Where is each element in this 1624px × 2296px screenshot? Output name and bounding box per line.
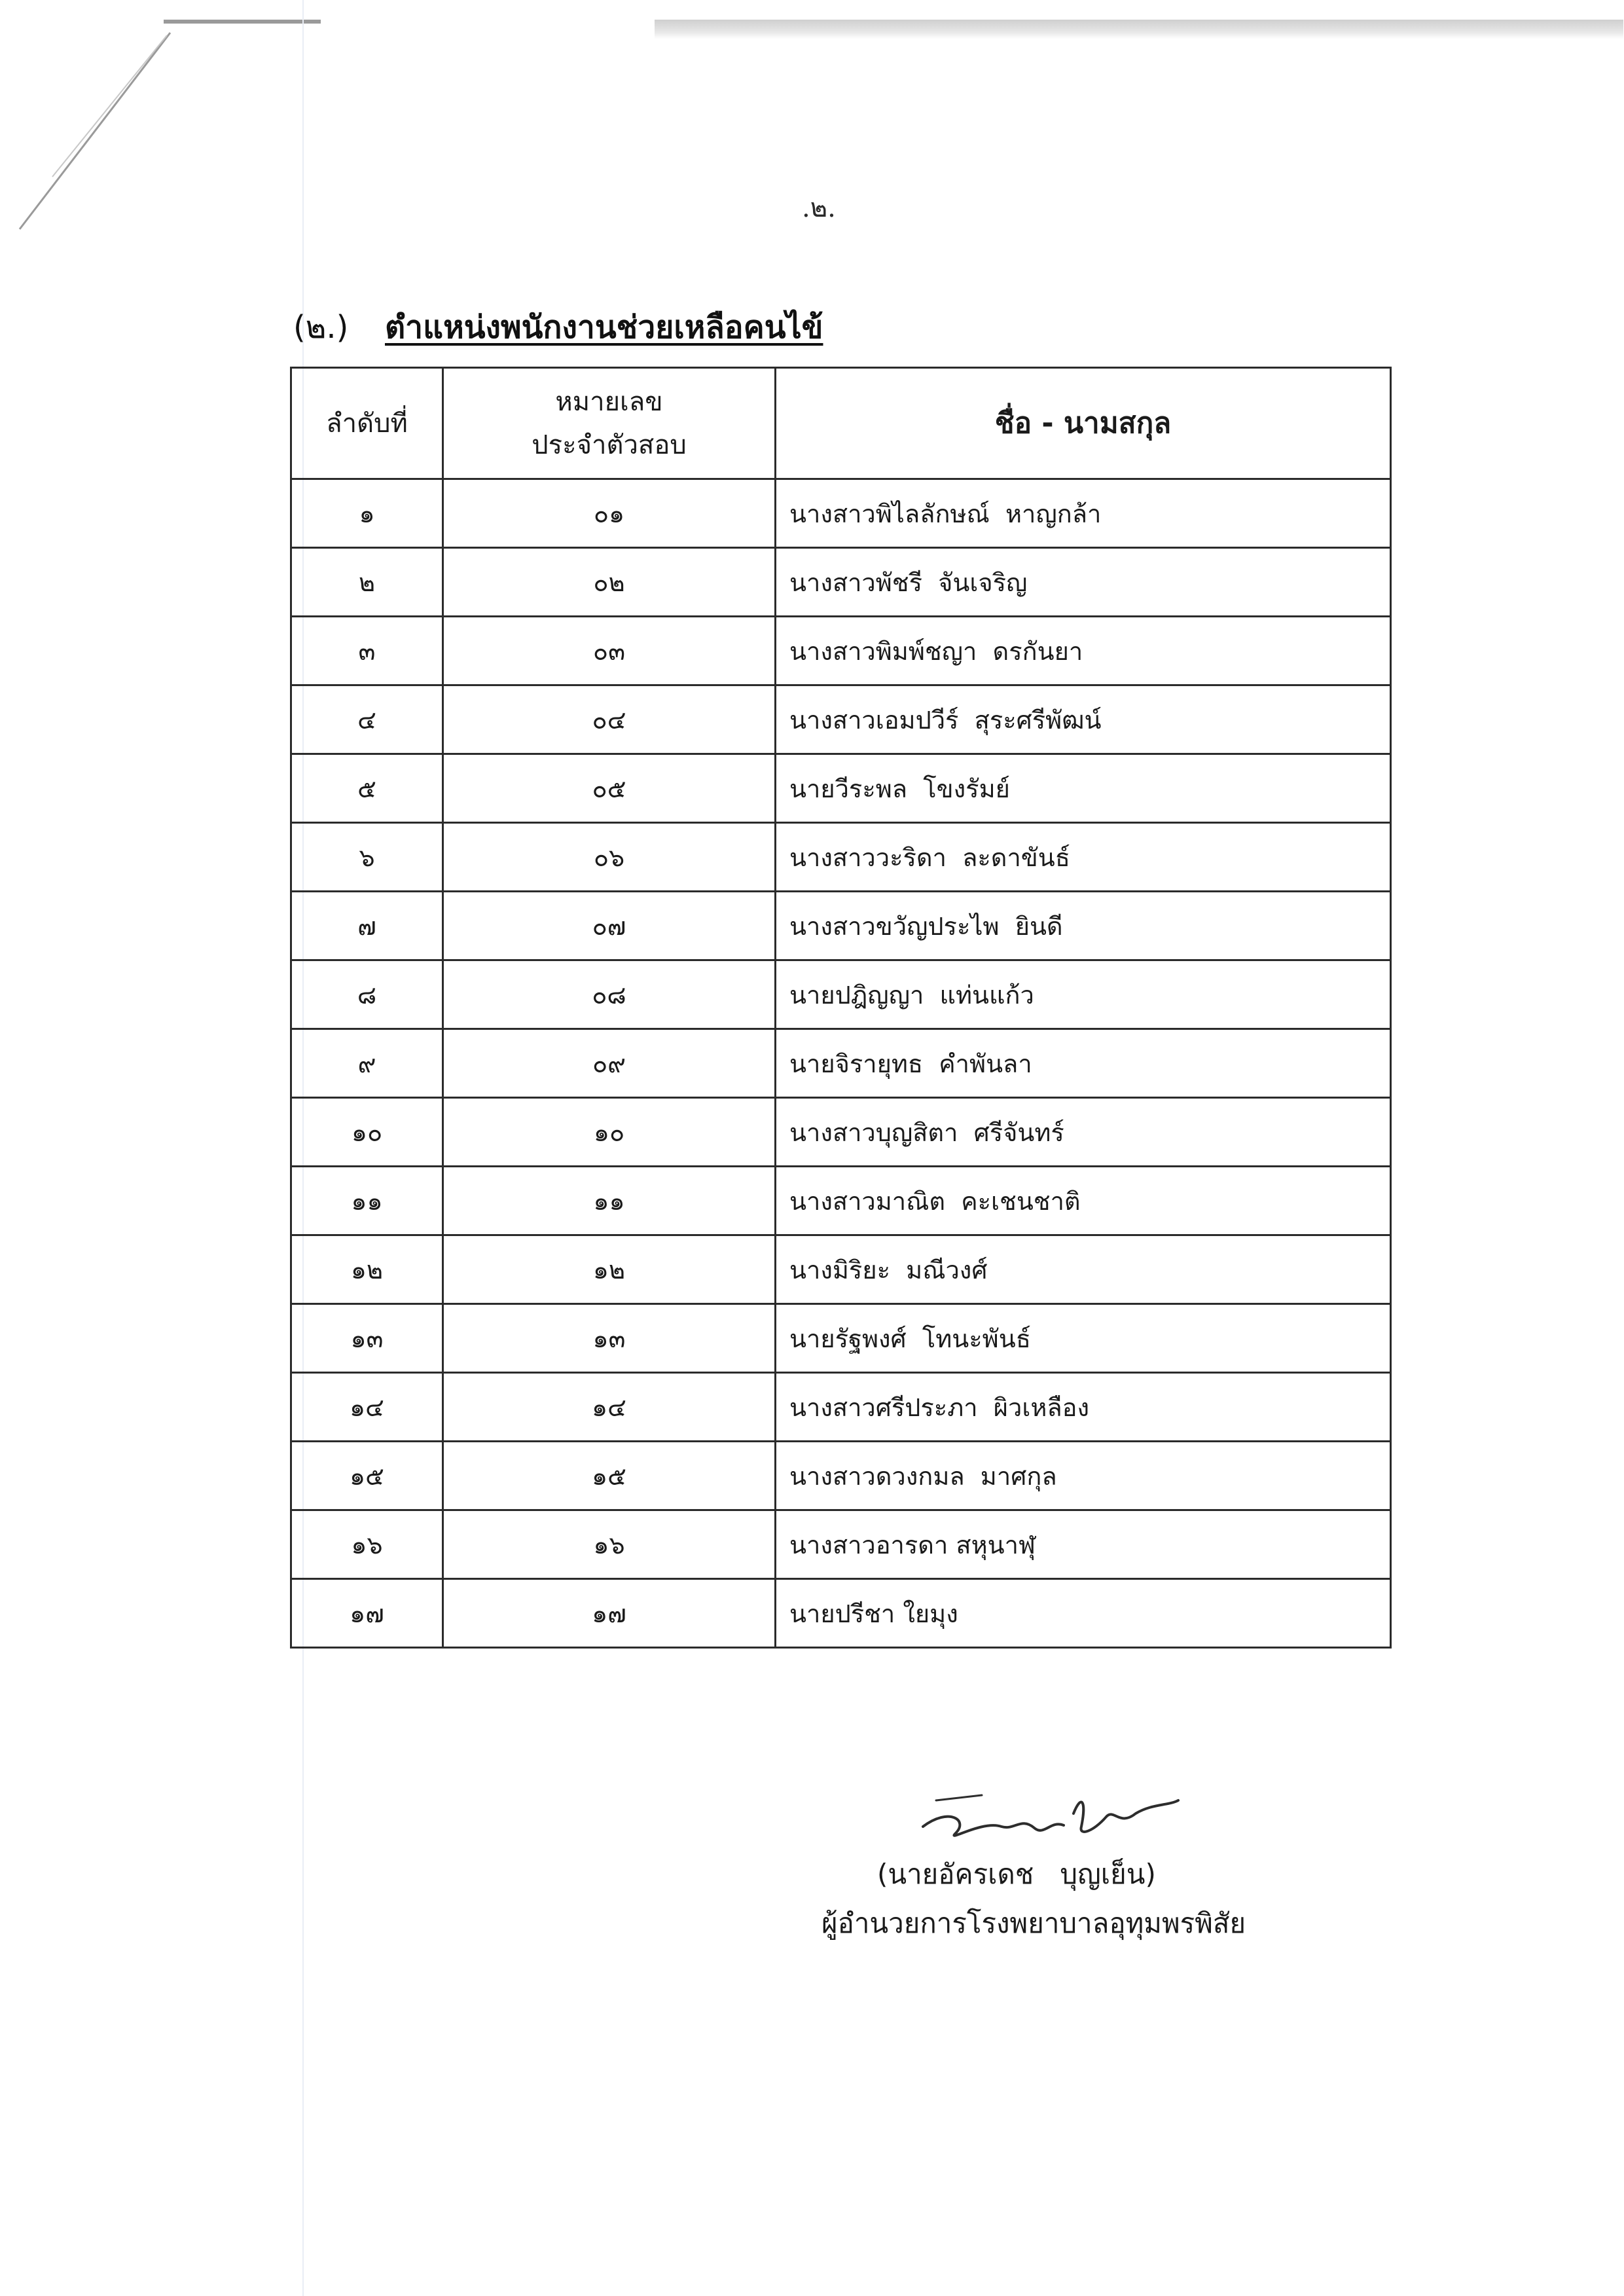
cell-exam-id: ๑๔: [443, 1373, 776, 1442]
cell-exam-id: ๐๙: [443, 1029, 776, 1098]
cell-exam-id: ๑๓: [443, 1304, 776, 1373]
header-exam-id-line1: หมายเลข: [555, 386, 663, 417]
candidate-table: [290, 367, 1392, 1649]
cell-name: นายปฎิญญา แท่นแก้ว: [776, 960, 1391, 1029]
table-row: [291, 685, 1391, 754]
table-body: [291, 479, 1391, 1648]
section-number: (๒.): [293, 309, 349, 346]
page-number: .๒.: [802, 193, 836, 223]
cell-name: นางสาวมาณิต คะเชนชาติ: [776, 1167, 1391, 1235]
table-row: [291, 1167, 1391, 1235]
cell-seq: ๑: [291, 479, 443, 548]
cell-name: นายจิรายุทธ คำพันลา: [776, 1029, 1391, 1098]
cell-exam-id: ๐๓: [443, 617, 776, 685]
signer-title: ผู้อำนวยการโรงพยาบาลอุทุมพรพิสัย: [821, 1907, 1246, 1939]
table-row: [291, 1442, 1391, 1510]
cell-exam-id: ๐๕: [443, 754, 776, 823]
cell-seq: ๔: [291, 685, 443, 754]
handwritten-signature: [910, 1781, 1185, 1853]
cell-exam-id: ๑๗: [443, 1579, 776, 1648]
table-row: [291, 617, 1391, 685]
cell-exam-id: ๐๔: [443, 685, 776, 754]
cell-seq: ๑๔: [291, 1373, 443, 1442]
header-seq: ลำดับที่: [291, 368, 443, 479]
cell-name: นายวีระพล โขงรัมย์: [776, 754, 1391, 823]
cell-exam-id: ๐๗: [443, 892, 776, 960]
cell-name: นางสาวพิไลลักษณ์ หาญกล้า: [776, 479, 1391, 548]
cell-name: นางสาวบุญสิตา ศรีจันทร์: [776, 1098, 1391, 1167]
table-header-row: [291, 368, 1391, 479]
signature-block: [805, 1781, 1263, 1977]
cell-name: นางสาวเอมปวีร์ สุระศรีพัฒน์: [776, 685, 1391, 754]
table-row: [291, 754, 1391, 823]
table-row: [291, 1510, 1391, 1579]
cell-name: นางสาวพิมพ์ชญา ดรกันยา: [776, 617, 1391, 685]
signer-name: (นายอัครเดช บุญเย็น): [877, 1858, 1156, 1890]
cell-name: นางสาวดวงกมล มาศกุล: [776, 1442, 1391, 1510]
header-name: ชื่อ - นามสกุล: [776, 368, 1391, 479]
folded-corner-mark: [13, 26, 183, 236]
cell-name: นางสาวขวัญประไพ ยินดี: [776, 892, 1391, 960]
cell-seq: ๒: [291, 548, 443, 617]
table-row: [291, 1304, 1391, 1373]
cell-seq: ๑๐: [291, 1098, 443, 1167]
cell-exam-id: ๐๖: [443, 823, 776, 892]
cell-seq: ๑๑: [291, 1167, 443, 1235]
cell-seq: ๙: [291, 1029, 443, 1098]
cell-name: นายปรีชา ใยมุง: [776, 1579, 1391, 1648]
cell-exam-id: ๑๑: [443, 1167, 776, 1235]
table-row: [291, 1235, 1391, 1304]
cell-name: นางสาวพัชรี จันเจริญ: [776, 548, 1391, 617]
cell-exam-id: ๑๖: [443, 1510, 776, 1579]
cell-seq: ๗: [291, 892, 443, 960]
table-row: [291, 823, 1391, 892]
table-row: [291, 892, 1391, 960]
cell-exam-id: ๑๒: [443, 1235, 776, 1304]
cell-name: นายรัฐพงศ์ โทนะพันธ์: [776, 1304, 1391, 1373]
cell-name: นางสาววะริดา ละดาขันธ์: [776, 823, 1391, 892]
table-row: [291, 1098, 1391, 1167]
candidate-table-container: [290, 367, 1390, 1649]
cell-seq: ๕: [291, 754, 443, 823]
header-exam-id: [443, 368, 776, 479]
cell-seq: ๓: [291, 617, 443, 685]
header-exam-id-line2: ประจำตัวสอบ: [532, 429, 687, 460]
cell-exam-id: ๐๑: [443, 479, 776, 548]
section-title: ตำแหน่งพนักงานช่วยเหลือคนไข้: [385, 309, 823, 346]
table-row: [291, 479, 1391, 548]
cell-name: นางสาวอารดา สหุนาฬุ: [776, 1510, 1391, 1579]
cell-seq: ๑๓: [291, 1304, 443, 1373]
cell-exam-id: ๐๒: [443, 548, 776, 617]
cell-name: นางสาวศรีประภา ผิวเหลือง: [776, 1373, 1391, 1442]
cell-name: นางมิริยะ มณีวงศ์: [776, 1235, 1391, 1304]
cell-seq: ๑๕: [291, 1442, 443, 1510]
section-heading: [293, 302, 823, 352]
table-row: [291, 1579, 1391, 1648]
cell-exam-id: ๐๘: [443, 960, 776, 1029]
cell-seq: ๑๖: [291, 1510, 443, 1579]
cell-seq: ๖: [291, 823, 443, 892]
cell-exam-id: ๑๕: [443, 1442, 776, 1510]
cell-exam-id: ๑๐: [443, 1098, 776, 1167]
cell-seq: ๑๒: [291, 1235, 443, 1304]
cell-seq: ๘: [291, 960, 443, 1029]
cell-seq: ๑๗: [291, 1579, 443, 1648]
table-row: [291, 960, 1391, 1029]
scan-shadow-top-left: [164, 20, 321, 24]
table-row: [291, 1029, 1391, 1098]
table-row: [291, 1373, 1391, 1442]
table-row: [291, 548, 1391, 617]
scan-shadow-top: [655, 20, 1623, 39]
